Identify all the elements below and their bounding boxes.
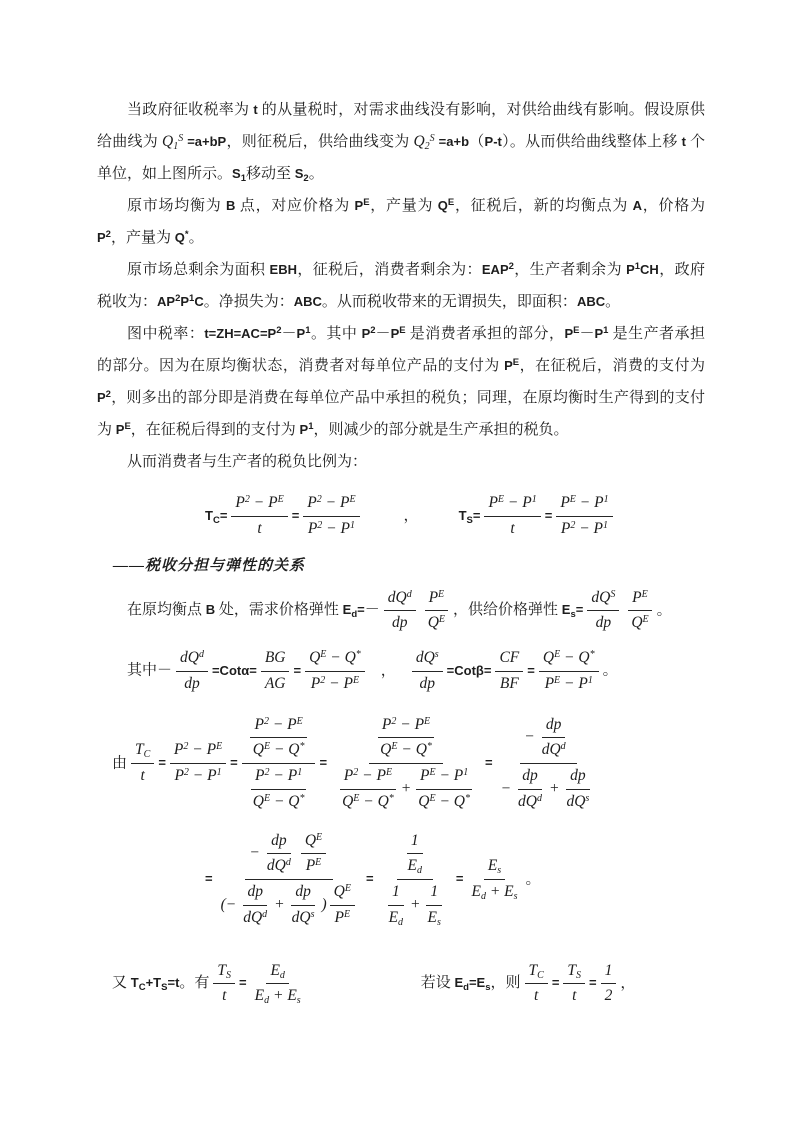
- fraction: $\frac{E_d}{E_d + E_s}$: [254, 961, 301, 1007]
- fraction: $\frac{Q^E}{P^E}$: [301, 830, 326, 879]
- fraction: $\frac{P^2 - P^E}{Q^E - Q^*}$: [376, 714, 436, 763]
- fraction: $\frac{P^E - P^1}{Q^E - Q^*}$: [414, 765, 474, 814]
- fraction: − $\frac{dp}{dQ^d}$ $\frac{Q^E}{P^E}$ (− $\frac{dp}{dQ^d}$ + $\frac{dp}{dQ^s}$ ) $\frac{Q^E}{P^E}$: [217, 830, 362, 930]
- fraction: $\frac{T_C}{t}$: [131, 739, 154, 788]
- fraction: $\frac{E_s}{E_d + E_s}$: [471, 857, 518, 902]
- fraction: $\frac{dQ^s}{dp}$: [412, 647, 443, 696]
- fraction: $\frac{P^E - P^1}{P^2 - P^1}$: [556, 492, 612, 541]
- paragraph-tax-rate: 图中税率：$t=ZH=AC=P^2-P^1$。其中 $P^2-P^E$ 是消费者承担的部分，$P^E-P^1$ 是生产者承担的部分。因为在原均衡状态，消费者对每单位产品的支付为 $P^E$，在征税后，消费的支付为 $P^2$，则多出的部分即是消费在每单位产品中承担的税负；同理，在原均衡时生产得到的支付为 $P^E$，在征税后得到的支付为 $P^1$，则减少的部分就是生产承担的税负。: [97, 325, 705, 438]
- fraction: $\frac{1}{2}$: [601, 960, 617, 1009]
- fraction: $\frac{Q^E - Q^*}{P^2 - P^E}$: [305, 647, 365, 696]
- fraction: $\frac{P^2 - P^E}{Q^E - Q^*}$: [338, 765, 398, 814]
- fraction: $\frac{dp}{dQ^d}$: [266, 831, 291, 875]
- fraction: [242, 714, 316, 814]
- fraction: $\frac{P^2 - P^1}{Q^E - Q^*}$: [252, 767, 305, 810]
- fraction: $\frac{T_S}{t}$: [213, 960, 235, 1009]
- fraction: $\frac{P^2 - P^E}{P^2 - P^1}$: [303, 492, 359, 541]
- fraction: $\frac{1}{E_d}$ $\frac{1}{E_d}$ + $\frac{1}{E_s}$: [378, 830, 452, 930]
- fraction: $\frac{P^2 - P^E}{t}$: [231, 492, 287, 541]
- fraction: $\frac{Q^E}{P^E}$: [330, 881, 355, 930]
- fraction: $\frac{dp}{dQ^d}$: [243, 883, 268, 926]
- paragraph-equilibrium: 原市场均衡为 B 点，对应价格为 $P^E$，产量为 $Q^E$，征税后，新的均衡点为 A，价格为 $P^2$，产量为 Q*。: [97, 197, 705, 246]
- fraction: $\frac{dQ^S}{dp}$: [587, 587, 619, 636]
- fraction: $\frac{Q^E - Q^*}{P^E - P^1}$: [539, 647, 599, 696]
- formula-cotangents: 其中－ $\frac{dQ^d}{dp}$ =Cotα= $\frac{BG}{AG}$ = $\frac{Q^E - Q^*}{P^2 - P^E}$ ， $\frac{dQ^s}{dp}$ =Cotβ= $\frac{CF}{BF}$ = $\frac{Q^E - Q^*}{P^E - P^1}$ 。: [97, 647, 705, 696]
- section-heading-elasticity: ——税收分担与弹性的关系: [113, 557, 306, 574]
- fraction: $\frac{P^2 - P^E}{Q^E - Q^*}$ $\frac{P^2 - P^E}{Q^E - Q^*}$ + $\frac{P^E - P^1}{Q^E - Q^*}$: [331, 714, 481, 814]
- fraction: $\frac{dQ^d}{dp}$: [384, 587, 416, 636]
- formula-conclusion: 又 $T_C+T_S=t$。有 $\frac{T_S}{t}$ = $\frac{E_d}{E_d + E_s}$ 若设 $E_d=E_s$，则 $\frac{T_C}{t}$ = $\frac{T_S}{t}$ = $\frac{1}{2}$ ，: [112, 961, 636, 1007]
- formula-tax-shares: $T_C=$ $\frac{P^2 - P^E}{t}$ = $\frac{P^2 - P^E}{P^2 - P^1}$ ， $T_S=$ $\frac{P^E - P^1}{t}$ = $\frac{P^E - P^1}{P^2 - P^1}$: [97, 492, 705, 541]
- fraction: $\frac{P^2 - P^E}{P^2 - P^1}$: [170, 739, 226, 788]
- fraction: $\frac{dQ^d}{dp}$: [176, 647, 208, 696]
- fraction: $\frac{P^E}{Q^E}$: [424, 587, 449, 636]
- formula-price-elasticity: 在原均衡点 B 处，需求价格弹性 $E_d=-$ $\frac{dQ^d}{dp}$ $\frac{P^E}{Q^E}$ ，供给价格弹性 $E_s=$ $\frac{dQ^S}{dp}$ $\frac{P^E}{Q^E}$ 。: [97, 587, 705, 636]
- fraction: $\frac{P^2 - P^E}{Q^E - Q^*}$: [249, 714, 309, 763]
- formula-derivation-line2: = − $\frac{dp}{dQ^d}$ $\frac{Q^E}{P^E}$ (− $\frac{dp}{dQ^d}$ + $\frac{dp}{dQ^s}$ ) $\frac{Q^E}{P^E}$ = $\frac{1}{E_d}$ $\frac{1}{E_d}$ + $\frac{1}{E_s}$ = $\frac{E_s}{E_d + E_s}$ 。: [205, 831, 541, 928]
- fraction: $\frac{1}{E_d}$: [407, 831, 422, 877]
- formula-derivation-line1: 由 $\frac{T_C}{t}$ = $\frac{P^2 - P^E}{P^2 - P^1}$ = $\frac{\frac{P^2 - P^E}{Q^E - Q^*}}{\frac{P^2 - P^1}{Q^E - Q^*}}$ = $\frac{P^2 - P^E}{Q^E - Q^*}$ $\frac{P^2 - P^E}{Q^E - Q^*}$ + $\frac{P^E - P^1}{Q^E - Q^*}$ = − $\frac{dp}{dQ^d}$ − $\frac{dp}{dQ^d}$ + $\frac{dp}{dQ^s}$: [97, 714, 705, 814]
- paragraph-share-lead-in: 从而消费者与生产者的税负比例为：: [127, 454, 368, 470]
- fraction: $\frac{P^E - P^1}{t}$: [484, 492, 540, 541]
- fraction: $\frac{dp}{dQ^s}$: [291, 883, 315, 926]
- paragraph-unit-tax-intro: 当政府征收税率为 t 的从量税时，对需求曲线没有影响，对供给曲线有影响。假设原供给曲线为 $Q_1^S =a+bP$，则征税后，供给曲线变为 $Q_2^S =a+b(P-t)$。从而供给曲线整体上移 t 个单位，如上图所示。$S_1$移动至 $S_2$。: [97, 102, 705, 184]
- fraction: $\frac{BG}{AG}$: [261, 647, 290, 696]
- fraction: $\frac{CF}{BF}$: [495, 647, 523, 696]
- fraction: $\frac{dp}{dQ^d}$: [518, 767, 542, 810]
- fraction: $\frac{P^E}{Q^E}$: [627, 587, 652, 636]
- fraction: $\frac{1}{E_s}$: [427, 883, 441, 928]
- fraction: $\frac{1}{E_d}$: [388, 883, 404, 928]
- fraction: $\frac{dp}{dQ^d}$: [541, 715, 566, 759]
- paragraph-surplus: 原市场总剩余为面积 EBH，征税后，消费者剩余为：EAP$^2$，生产者剩余为 $P^1CH$，政府税收为：$AP^2P^1C$。净损失为：ABC。从而税收带来的无谓损失，即面积：ABC。: [97, 261, 705, 310]
- fraction: $\frac{T_S}{t}$: [563, 960, 585, 1009]
- fraction: $\frac{T_C}{t}$: [525, 960, 548, 1009]
- fraction: − $\frac{dp}{dQ^d}$ − $\frac{dp}{dQ^d}$ + $\frac{dp}{dQ^s}$: [497, 714, 601, 814]
- fraction: $\frac{dp}{dQ^s}$: [566, 767, 590, 810]
